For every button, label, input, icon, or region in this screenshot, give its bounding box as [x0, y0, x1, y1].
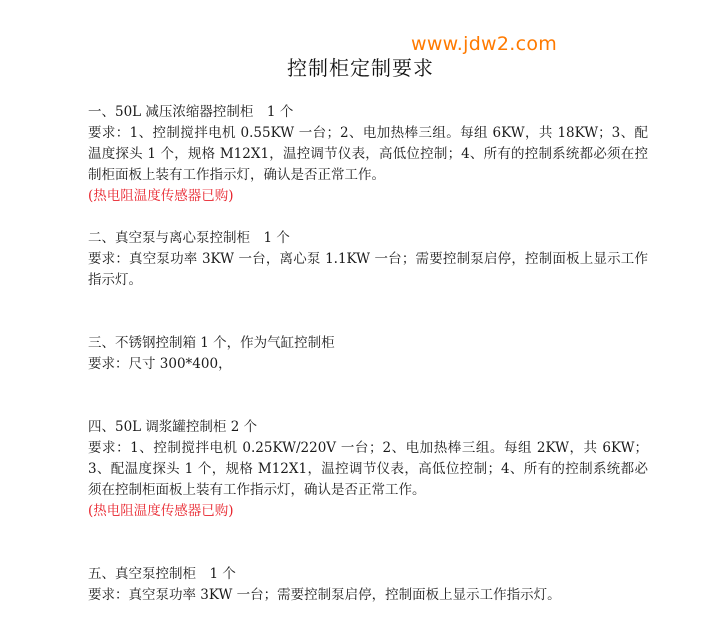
section-heading: 四、50L 调浆罐控制柜 2 个 — [88, 419, 258, 435]
section-heading: 一、50L 减压浓缩器控制柜 1 个 — [88, 104, 294, 120]
section-4 — [88, 417, 648, 522]
spacer — [88, 375, 648, 417]
spacer — [88, 207, 648, 228]
section-text: 要求：尺寸 300*400， — [88, 356, 232, 372]
page-title: 控制柜定制要求 — [287, 56, 434, 80]
section-1 — [88, 102, 648, 207]
section-3 — [88, 333, 648, 375]
section-heading: 二、真空泵与离心泵控制柜 1 个 — [88, 230, 290, 246]
spacer — [88, 291, 648, 333]
spacer — [88, 522, 648, 564]
section-heading: 五、真空泵控制柜 1 个 — [88, 566, 236, 582]
watermark-text: www.jdw2.com — [411, 33, 558, 55]
section-2 — [88, 228, 648, 291]
section-note: (热电阻温度传感器已购) — [88, 188, 234, 204]
section-text: 要求：1、控制搅拌电机 0.55KW 一台；2、电加热棒三组。每组 6KW，共 18KW；3、配温度探头 1 个，规格 M12X1，温控调节仪表，高低位控制；4、所有的控制系统都必须在控制柜面板上装有工作指示灯，确认是否正常工作。 — [88, 125, 648, 183]
section-heading: 三、不锈钢控制箱 1 个，作为气缸控制柜 — [88, 335, 335, 351]
section-text: 要求：1、控制搅拌电机 0.25KW/220V 一台；2、电加热棒三组。每组 2KW，共 6KW；3、配温度探头 1 个，规格 M12X1，温控调节仪表，高低位控制；4、所有的控制系统都必须在控制柜面板上装有工作指示灯，确认是否正常工作。 — [88, 440, 648, 498]
section-note: (热电阻温度传感器已购) — [88, 503, 234, 519]
section-5 — [88, 564, 648, 606]
section-text: 要求：真空泵功率 3KW 一台；需要控制泵启停，控制面板上显示工作指示灯。 — [88, 587, 561, 603]
document-body — [88, 102, 648, 606]
section-text: 要求：真空泵功率 3KW 一台，离心泵 1.1KW 一台；需要控制泵启停，控制面板上显示工作指示灯。 — [88, 251, 648, 288]
